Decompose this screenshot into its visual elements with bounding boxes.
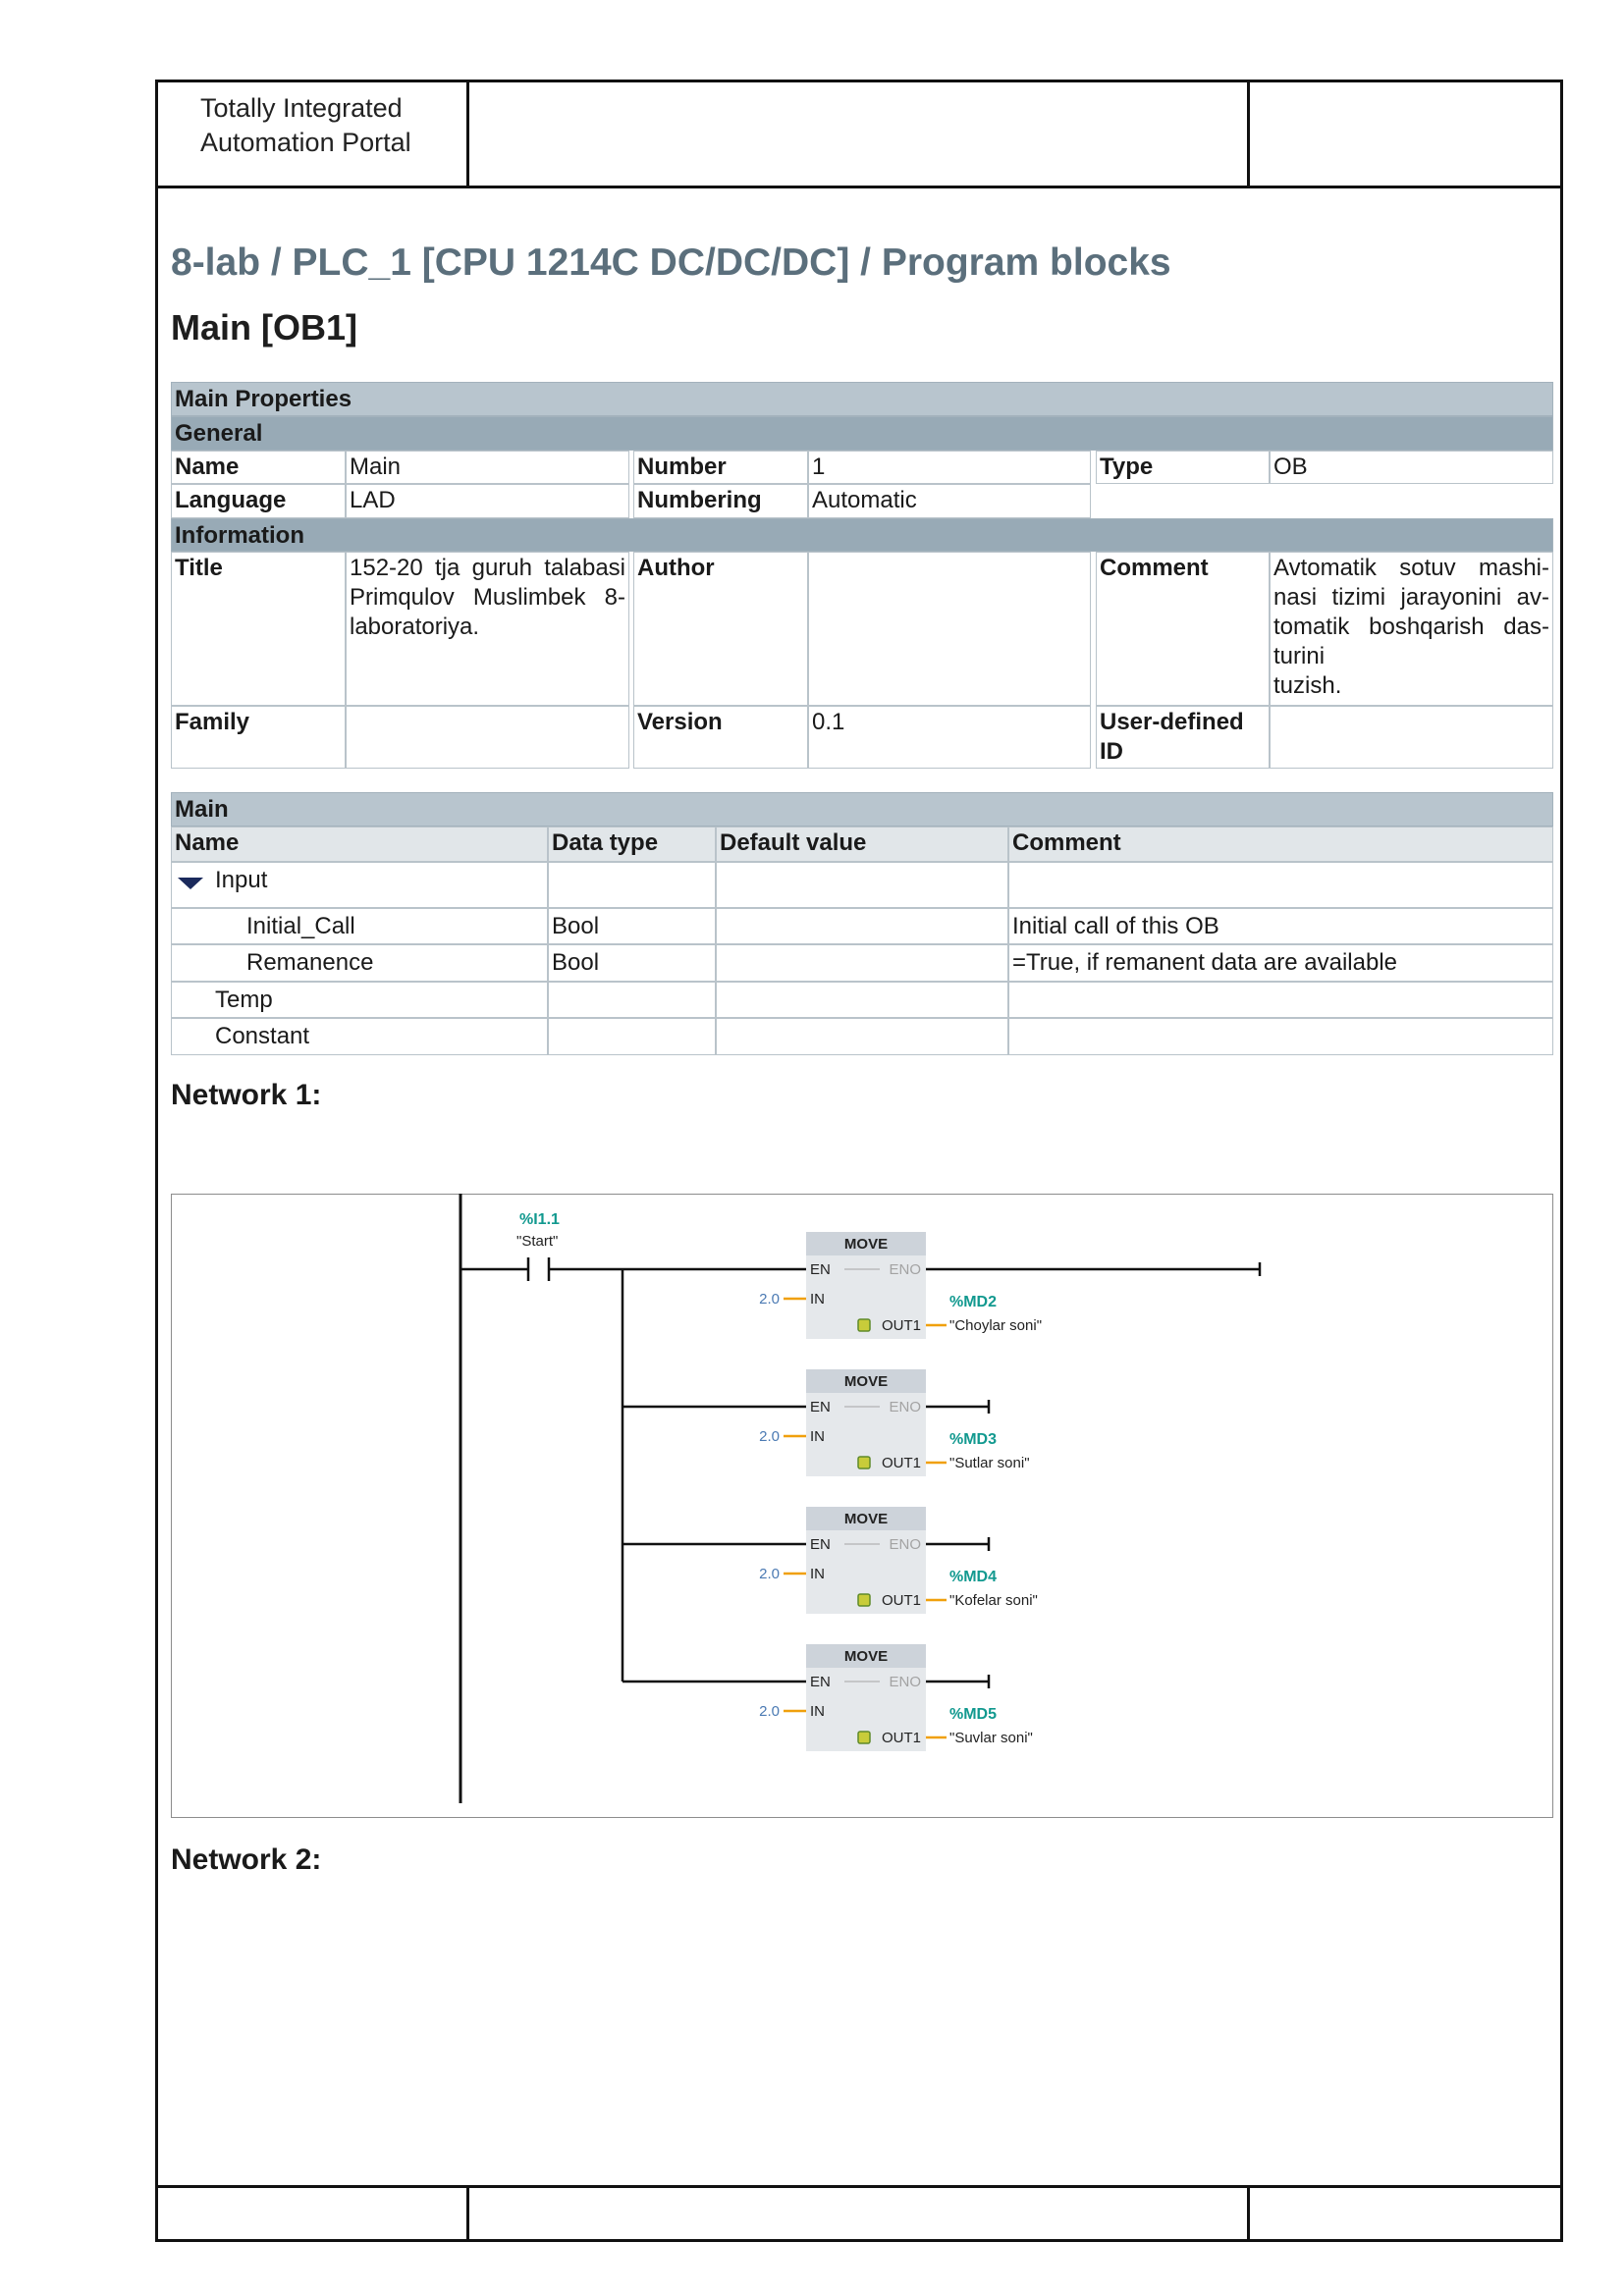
- en-pin-label: EN: [810, 1674, 831, 1690]
- out-address[interactable]: %MD3: [949, 1431, 998, 1448]
- move-block-title: MOVE: [843, 1373, 889, 1390]
- out1-pin-label: OUT1: [881, 1730, 921, 1746]
- breadcrumb: 8-lab / PLC_1 [CPU 1214C DC/DC/DC] / Program blocks: [171, 241, 1171, 284]
- title-label: Title: [171, 552, 346, 706]
- number-value: 1: [808, 451, 1091, 484]
- en-pin-label: EN: [810, 1399, 831, 1415]
- user-defined-id-value: [1270, 706, 1553, 769]
- table-row-remanence[interactable]: Remanence: [171, 944, 548, 982]
- in-value[interactable]: 2.0: [759, 1428, 780, 1445]
- product-name: [200, 91, 411, 160]
- comment-value: [1270, 552, 1553, 706]
- move-block[interactable]: [549, 1232, 1260, 1339]
- comment-line: tomatik boshqarish das-: [1273, 614, 1549, 640]
- section-name-input: Input: [215, 867, 268, 893]
- type-value: OB: [1270, 451, 1553, 484]
- footer-divider: [155, 2185, 1563, 2188]
- output-parameter-icon: [858, 1319, 870, 1331]
- contact-address[interactable]: %I1.1: [519, 1211, 560, 1228]
- out-tag[interactable]: "Choylar soni": [949, 1317, 1043, 1334]
- title-line: 152-20 tja guruh talabasi: [350, 555, 625, 581]
- table-row-initial-call[interactable]: Initial_Call: [171, 908, 548, 944]
- out-tag[interactable]: "Suvlar soni": [949, 1730, 1033, 1746]
- move-block-title: MOVE: [843, 1236, 889, 1253]
- out-tag[interactable]: "Kofelar soni": [949, 1592, 1038, 1609]
- output-parameter-icon: [858, 1594, 870, 1606]
- out1-pin-label: OUT1: [881, 1592, 921, 1609]
- input-comment-cell: [1008, 862, 1553, 908]
- move-block-title: MOVE: [843, 1648, 889, 1665]
- remanence-comment: =True, if remanent data are available: [1008, 944, 1553, 982]
- ladder-diagram: [171, 1194, 1553, 1818]
- remanence-default: [716, 944, 1008, 982]
- eno-pin-label: ENO: [889, 1536, 921, 1553]
- constant-data-type: [548, 1018, 716, 1055]
- footer-column-divider-right: [1247, 2185, 1250, 2242]
- input-default-cell: [716, 862, 1008, 908]
- comment-line: Avtomatik sotuv mashi-: [1273, 555, 1549, 581]
- initial-call-default: [716, 908, 1008, 944]
- version-label: Version: [633, 706, 808, 769]
- column-header-name: Name: [171, 827, 548, 862]
- general-group-header: General: [171, 416, 1553, 451]
- constant-default: [716, 1018, 1008, 1055]
- page-title: Main [OB1]: [171, 307, 358, 347]
- in-value[interactable]: 2.0: [759, 1703, 780, 1720]
- out1-pin-label: OUT1: [881, 1455, 921, 1471]
- author-value: [808, 552, 1091, 706]
- header-column-divider-left: [466, 80, 469, 188]
- temp-comment: [1008, 982, 1553, 1018]
- language-label: Language: [171, 484, 346, 518]
- properties-section-header: Main Properties: [171, 382, 1553, 416]
- temp-default: [716, 982, 1008, 1018]
- comment-line: nasi tizimi jarayonini av-: [1273, 584, 1549, 611]
- column-header-comment: Comment: [1008, 827, 1553, 862]
- in-pin-label: IN: [810, 1428, 825, 1445]
- triangle-down-icon[interactable]: [177, 876, 204, 891]
- initial-call-data-type: Bool: [548, 908, 716, 944]
- in-value[interactable]: 2.0: [759, 1291, 780, 1308]
- output-parameter-icon: [858, 1732, 870, 1743]
- comment-label: Comment: [1096, 552, 1270, 706]
- move-blocks-group: [549, 1232, 1260, 1751]
- language-value: LAD: [346, 484, 629, 518]
- information-group-header: Information: [171, 518, 1553, 552]
- move-block[interactable]: [623, 1507, 1038, 1614]
- numbering-value: Automatic: [808, 484, 1091, 518]
- move-block-title: MOVE: [843, 1511, 889, 1527]
- remanence-data-type: Bool: [548, 944, 716, 982]
- numbering-label: Numbering: [633, 484, 808, 518]
- column-header-default-value: Default value: [716, 827, 1008, 862]
- interface-section-header: Main: [171, 792, 1553, 827]
- move-block[interactable]: [623, 1369, 1030, 1476]
- eno-pin-label: ENO: [889, 1261, 921, 1278]
- out-address[interactable]: %MD4: [949, 1569, 998, 1585]
- name-value: Main: [346, 451, 629, 484]
- in-value[interactable]: 2.0: [759, 1566, 780, 1582]
- out1-pin-label: OUT1: [881, 1317, 921, 1334]
- header-divider: [155, 186, 1563, 188]
- normally-open-contact[interactable]: [460, 1257, 549, 1281]
- author-label: Author: [633, 552, 808, 706]
- column-header-data-type: Data type: [548, 827, 716, 862]
- name-label: Name: [171, 451, 346, 484]
- table-row-input[interactable]: [171, 862, 548, 908]
- in-pin-label: IN: [810, 1703, 825, 1720]
- number-label: Number: [633, 451, 808, 484]
- table-row-temp[interactable]: Temp: [171, 982, 548, 1018]
- title-line: Primqulov Muslimbek 8-: [350, 584, 625, 611]
- family-value: [346, 706, 629, 769]
- input-data-type-cell: [548, 862, 716, 908]
- type-label: Type: [1096, 451, 1270, 484]
- title-line: laboratoriya.: [350, 614, 480, 640]
- en-pin-label: EN: [810, 1536, 831, 1553]
- in-pin-label: IN: [810, 1291, 825, 1308]
- eno-pin-label: ENO: [889, 1399, 921, 1415]
- comment-line: tuzish.: [1273, 672, 1342, 699]
- out-address[interactable]: %MD5: [949, 1706, 998, 1723]
- network-1-title[interactable]: Network 1:: [171, 1079, 322, 1111]
- initial-call-comment: Initial call of this OB: [1008, 908, 1553, 944]
- output-parameter-icon: [858, 1457, 870, 1468]
- contact-tag[interactable]: "Start": [516, 1233, 559, 1250]
- title-value: [346, 552, 629, 706]
- footer-column-divider-left: [466, 2185, 469, 2242]
- temp-data-type: [548, 982, 716, 1018]
- comment-line: turini: [1273, 643, 1326, 669]
- product-name-line1: Totally Integrated: [200, 93, 403, 123]
- constant-comment: [1008, 1018, 1553, 1055]
- out-tag[interactable]: "Sutlar soni": [949, 1455, 1030, 1471]
- network-2-title[interactable]: Network 2:: [171, 1843, 322, 1876]
- version-value: 0.1: [808, 706, 1091, 769]
- out-address[interactable]: %MD2: [949, 1294, 998, 1310]
- table-row-constant[interactable]: Constant: [171, 1018, 548, 1055]
- user-defined-id-cell: [1096, 706, 1270, 769]
- eno-pin-label: ENO: [889, 1674, 921, 1690]
- product-name-line2: Automation Portal: [200, 128, 411, 157]
- header-column-divider-right: [1247, 80, 1250, 188]
- en-pin-label: EN: [810, 1261, 831, 1278]
- family-label: Family: [171, 706, 346, 769]
- move-block[interactable]: [623, 1644, 1033, 1751]
- in-pin-label: IN: [810, 1566, 825, 1582]
- user-defined-id-label: User-defined ID: [1100, 709, 1244, 765]
